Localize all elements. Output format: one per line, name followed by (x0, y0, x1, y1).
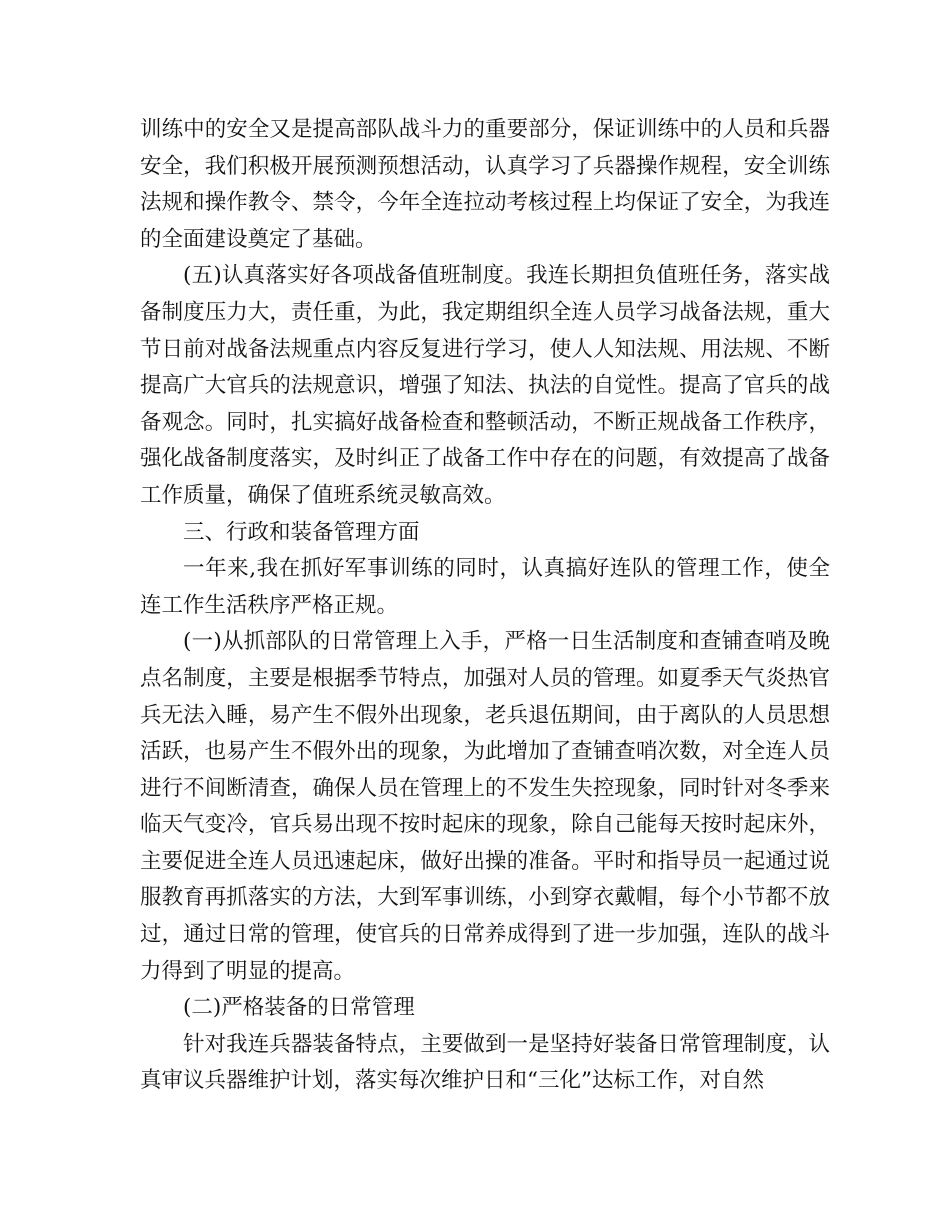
subheading-equipment-management: (二)严格装备的日常管理 (183, 995, 415, 1021)
paragraph-equipment-maintenance: 针对我连兵器装备特点，主要做到一是坚持好装备日常管理制度，认真审议兵器维护计划，落实每次维护日和“三化”达标工作，对自然 (140, 1031, 830, 1094)
paragraph-year-overview: 一年来,我在抓好军事训练的同时，认真搞好连队的管理工作，使全连工作生活秩序严格正规。 (140, 556, 830, 618)
paragraph-combat-readiness: (五)认真落实好各项战备值班制度。我连长期担负值班任务，落实战备制度压力大，责任重，为此，我定期组织全连人员学习战备法规，重大节日前对战备法规重点内容反复进行学习，使人人知法规、用法规、不断提高广大官兵的法规意识，增强了知法、执法的自觉性。提高了官兵的战备观念。同时，扎实搞好战备检查和整顿活动，不断正规战备工作秩序，强化战备制度落实，及时纠正了战备工作中存在的问题，有效提高了战备工作质量，确保了值班系统灵敏高效。 (140, 263, 830, 508)
section-heading-admin-equipment: 三、行政和装备管理方面 (183, 519, 420, 545)
paragraph-training-safety: 训练中的安全又是提高部队战斗力的重要部分，保证训练中的人员和兵器安全，我们积极开展预测预想活动，认真学习了兵器操作规程，安全训练法规和操作教令、禁令，今年全连拉动考核过程上均保证了安全，为我连的全面建设奠定了基础。 (140, 117, 830, 252)
document-body (140, 112, 830, 1100)
paragraph-daily-management: (一)从抓部队的日常管理上入手，严格一日生活制度和查铺查哨及晚点名制度，主要是根据季节特点，加强对人员的管理。如夏季天气炎热官兵无法入睡，易产生不假外出现象，老兵退伍期间，由于离队的人员思想活跃，也易产生不假外出的现象，为此增加了查铺查哨次数，对全连人员进行不间断清查，确保人员在管理上的不发生失控现象，同时针对冬季来临天气变冷，官兵易出现不按时起床的现象，除自己能每天按时起床外，主要促进全连人员迅速起床，做好出操的准备。平时和指导员一起通过说服教育再抓落实的方法，大到军事训练，小到穿衣戴帽，每个小节都不放过，通过日常的管理，使官兵的日常养成得到了进一步加强，连队的战斗力得到了明显的提高。 (140, 629, 830, 984)
